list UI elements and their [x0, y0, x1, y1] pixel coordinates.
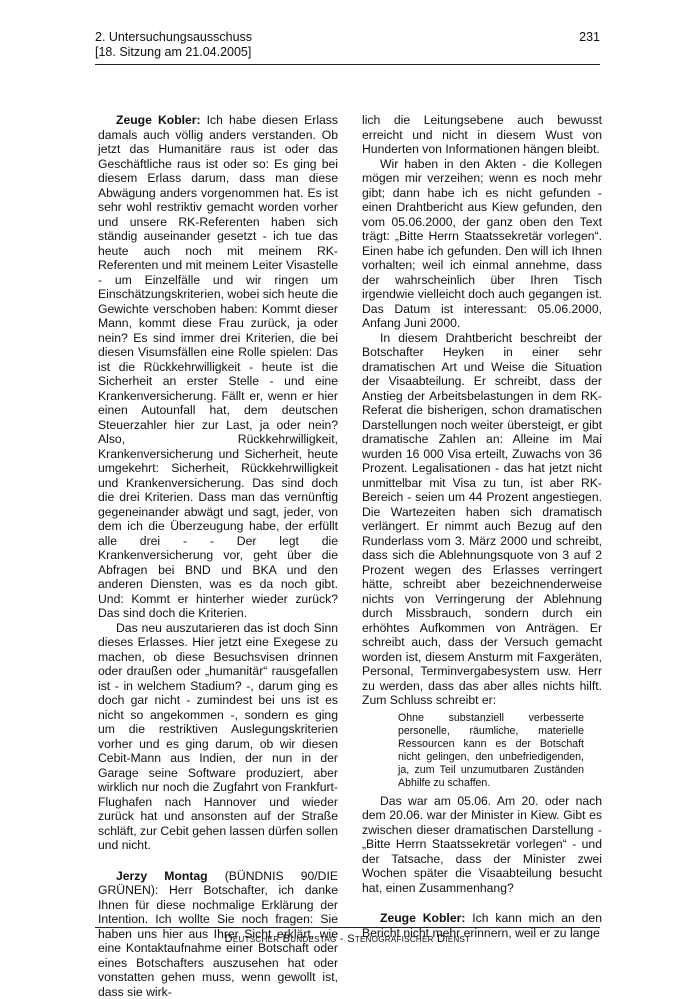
speaker-name: Jerzy Montag [116, 869, 208, 883]
page-footer: Deutscher Bundestag - Stenografischer Dienst [95, 933, 600, 945]
right-column [362, 113, 602, 940]
header-divider [95, 64, 600, 65]
footer-divider [95, 927, 600, 928]
left-column [98, 113, 338, 999]
page-header [95, 30, 600, 60]
paragraph: lich die Leitungsebene auch bewusst erreicht und nicht in diesem Wust von Hunderten von Informationen hängen bleibt. [362, 113, 602, 157]
speaker-name: Zeuge Kobler: [380, 911, 465, 925]
speaker-name: Zeuge Kobler: [116, 113, 201, 127]
committee-name: 2. Untersuchungsausschuss [95, 30, 600, 45]
paragraph: Das neu auszutarieren das ist doch Sinn dieses Erlasses. Hier jetzt eine Exegese zu machen, ob diese Besuchsvisen drinnen oder draußen oder „humanitär“ rausgefallen ist - in welchem Stadium? -, darum ging es doch gar nicht - zumindest bei uns ist es nicht so angekommen -, sondern es ging um die restriktiven Auslegungskriterien vorher und es ging darum, ob wir diesen Cebit-Mann aus Indien, der nun in der Garage seine Software produziert, aber wirklich nur noch die Zugfahrt von Frankfurt-Flughafen nach Hannover und wieder zurück hat und ansonsten auf der Straße schläft, zur Cebit gehen lassen dürfen sollen und nicht. [98, 621, 338, 853]
statement-text: (BÜNDNIS 90/DIE GRÜNEN): Herr Botschafter, ich danke Ihnen für diese nochmalige Erklärung der Intention. Ich wollte Sie noch fragen: Sie haben uns hier aus Ihrer Sicht erklärt, wie eine Kontaktaufnahme einer Botschaft oder eines Botschafters auszusehen hat oder vonstatten gehen muss, wenn gewollt ist, dass sie wirk- [98, 869, 338, 999]
paragraph: Das war am 05.06. Am 20. oder nach dem 20.06. war der Minister in Kiew. Gibt es zwischen dieser dramatischen Darstellung - „Bitte Herrn Staatssekretär vorlegen“ - und der Tatsache, dass der Minister zwei Wochen später die Visaabteilung besucht hat, einen Zusammenhang? [362, 794, 602, 896]
block-quote: Ohne substanziell verbesserte personelle, räumliche, materielle Ressourcen kann es der Botschaft nicht gelingen, den unbefriedigenden, ja, zum Teil unzumutbaren Zuständen Abhilfe zu schaffen. [398, 712, 584, 790]
paragraph: Wir haben in den Akten - die Kollegen mögen mir verzeihen; wenn es noch mehr gibt; dann habe ich es nicht gefunden - einen Drahtbericht aus Kiew gefunden, den vom 05.06.2000, der ganz oben den Text trägt: „Bitte Herrn Staatssekretär vorlegen“. Einen habe ich gefunden. Den will ich Ihnen vorhalten; weil ich einmal annehme, dass der wahrscheinlich über Ihren Tisch irgendwie vielleicht doch auch gegangen ist. Das Datum ist interessant: 05.06.2000, Anfang Juni 2000. [362, 157, 602, 331]
statement-kobler [98, 113, 338, 621]
page-number: 231 [579, 30, 600, 45]
paragraph: In diesem Drahtbericht beschreibt der Botschafter Heyken in einer sehr dramatischen Art und Weise die Situation der Visaabteilung. Er schreibt, dass der Anstieg der Arbeitsbelastungen in dem RK-Referat die bisherigen, schon dramatischen Darstellungen noch weiter übersteigt, er gibt dramatische Zahlen an: Alleine im Mai wurden 16 000 Visa erteilt, Zuwachs von 36 Prozent. Legalisationen - das hat jetzt nicht unmittelbar mit Visa zu tun, ist aber RK-Bereich - seien um 44 Prozent angestiegen. Die Wartezeiten haben sich dramatisch verlängert. Er nimmt auch Bezug auf den Runderlass vom 3. März 2000 und schreibt, dass sich die Ablehnungsquote von 3 auf 2 Prozent wegen des Erlasses verringert hätte, schreibt aber bezeichnenderweise nichts von Verringerung der Ablehnung durch Missbrauch, sondern durch ein erhöhtes Aufkommen von Anträgen. Er schreibt auch, dass der Versuch gemacht worden ist, diesem Ansturm mit Faxgeräten, Personal, Terminvergabesystem usw. Herr zu werden, dass das aber alles nichts hilft. Zum Schluss schreibt er: [362, 331, 602, 708]
statement-text: Ich kann mich an den Bericht nicht mehr erinnern, weil er zu lange [362, 911, 602, 940]
session-info: [18. Sitzung am 21.04.2005] [95, 45, 600, 60]
statement-text: Ich habe diesen Erlass damals auch völlig anders verstanden. Ob jetzt das Humanitäre raus ist oder das Geschäftliche raus ist oder so: Es ging bei diesem Erlass darum, dass man diese Abwägung anders vorgenommen hat. Es ist sehr wohl restriktiv gemacht worden vorher und unsere RK-Referenten haben sich ständig auseinander gesetzt - ich tue das heute auch noch mit meinem RK-Referenten und mit meinem Leiter Visastelle - um Einzelfälle und wir ringen um Einschätzungskriterien, wobei sich heute die Gewichte verschoben haben: Kommt dieser Mann, kommt diese Frau zurück, ja oder nein? Es sind immer drei Kriterien, die bei diesen Visumsfällen eine Rolle spielen: Das ist die Rückkehrwilligkeit - heute ist die Sicherheit an erster Stelle - und eine Krankenversicherung. Fällt er, wenn er hier einen Autounfall hat, dem deutschen Steuerzahler hier zur Last, ja oder nein? Also, Rückkehrwilligkeit, Krankenversicherung und Sicherheit, heute umgekehrt: Sicherheit, Rückkehrwilligkeit und Krankenversicherung. Das sind doch die drei Kriterien. Dass man das vernünftig gegeneinander abwägt und sagt, jeder, von dem ich die Überzeugung habe, der erfüllt alle drei - - Der legt die Krankenversicherung vor, geht über die Abfragen bei BND und BKA und den anderen Diensten, was es da noch gibt. Und: Kommt er hinterher wieder zurück? Das sind doch die Kriterien. [98, 113, 338, 620]
